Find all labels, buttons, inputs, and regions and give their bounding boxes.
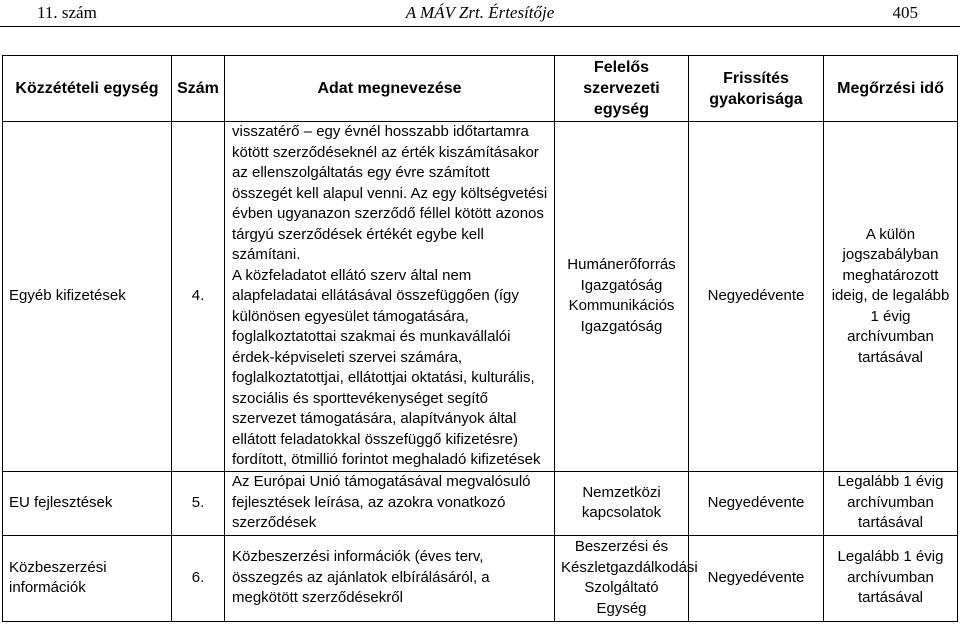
disclosure-table bbox=[2, 55, 958, 622]
cell-description bbox=[225, 122, 555, 472]
cell-retention: A külön jogszabályban meghatározott ideig, de legalább 1 évig archívumban tartásával bbox=[824, 122, 958, 472]
header-divider bbox=[0, 26, 960, 27]
description-continued: visszatérő – egy évnél hosszabb időtartamra kötött szerződéseknél az érték kiszámításakor az ellenszolgáltatás egy évre számított összegét kell alapul venni. Az egy költségvetési évben ugyanazon szerződő féllel kötött azonos tárgyú szerződések értékét egybe kell számítani. bbox=[232, 123, 548, 263]
column-header-number: Szám bbox=[172, 56, 225, 122]
cell-retention: Legalább 1 évig archívumban tartásával bbox=[824, 535, 958, 621]
cell-responsible: Nemzetközi kapcsolatok bbox=[555, 471, 689, 535]
cell-description: Közbeszerzési információk (éves terv, összegzés az ajánlatok elbírálásáról, a megkötött szerződésekről bbox=[225, 535, 555, 621]
column-header-retention: Megőrzési idő bbox=[824, 56, 958, 122]
cell-frequency: Negyedévente bbox=[689, 122, 824, 472]
issue-number: 11. szám bbox=[37, 3, 97, 22]
cell-description: Az Európai Unió támogatásával megvalósuló fejlesztések leírása, az azokra vonatkozó szerződések bbox=[225, 471, 555, 535]
cell-number: 5. bbox=[172, 471, 225, 535]
running-header bbox=[0, 0, 960, 28]
table-header-row bbox=[3, 56, 958, 122]
description-main: A közfeladatot ellátó szerv által nem alapfeladatai ellátásával összefüggően (így különösen egyesület támogatására, foglalkoztatottai szakmai és munkavállalói érdek-képviseleti szervei számára, foglalkoztatottjai, ellátottjai oktatási, kulturális, szociális és sporttevékenységet segítő szervezet támogatására, alapítványok által ellátott feladatokkal összefüggő kifizetésre) fordított, ötmillió forintot meghaladó kifizetések bbox=[232, 266, 541, 468]
cell-unit: Közbeszerzési információk bbox=[3, 535, 172, 621]
cell-unit: Egyéb kifizetések bbox=[3, 122, 172, 472]
column-header-data-name: Adat megnevezése bbox=[225, 56, 555, 122]
column-header-responsible: Felelős szervezeti egység bbox=[555, 56, 689, 122]
cell-frequency: Negyedévente bbox=[689, 471, 824, 535]
publication-title: A MÁV Zrt. Értesítője bbox=[405, 3, 555, 22]
column-header-frequency: Frissítés gyakorisága bbox=[689, 56, 824, 122]
table-row bbox=[3, 535, 958, 621]
table-row bbox=[3, 122, 958, 472]
column-header-unit: Közzétételi egység bbox=[3, 56, 172, 122]
table-row bbox=[3, 471, 958, 535]
page-number: 405 bbox=[892, 3, 918, 22]
cell-number: 6. bbox=[172, 535, 225, 621]
cell-responsible: Humánerőforrás Igazgatóság Kommunikációs Igazgatóság bbox=[555, 122, 689, 472]
cell-responsible: Beszerzési és Készletgazdálkodási Szolgáltató Egység bbox=[555, 535, 689, 621]
cell-number: 4. bbox=[172, 122, 225, 472]
cell-frequency: Negyedévente bbox=[689, 535, 824, 621]
cell-unit: EU fejlesztések bbox=[3, 471, 172, 535]
cell-retention: Legalább 1 évig archívumban tartásával bbox=[824, 471, 958, 535]
